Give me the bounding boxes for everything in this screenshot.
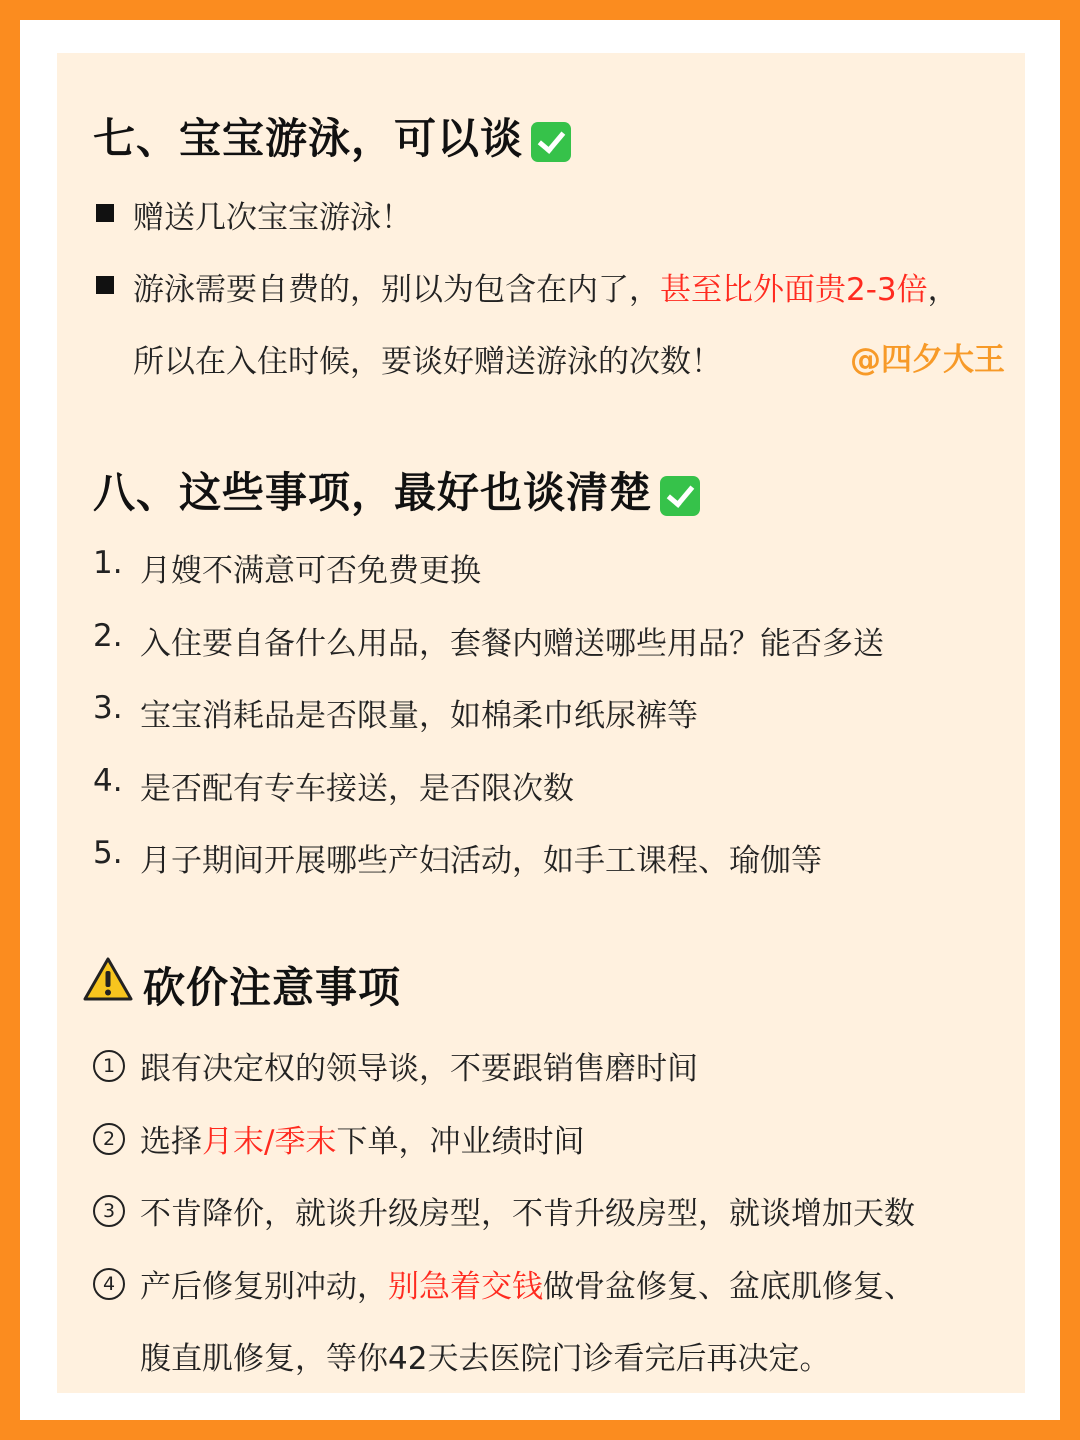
- section8-title: 八、这些事项，最好也谈清楚: [93, 468, 653, 517]
- list-item-number: 5.: [93, 835, 123, 871]
- section7-heading: [93, 106, 571, 166]
- check-mark-button-icon: [531, 122, 571, 162]
- list-item-number: 3.: [93, 690, 123, 726]
- circled-number: 3: [93, 1195, 125, 1227]
- section7-title: 七、宝宝游泳，可以谈: [93, 114, 524, 163]
- list-item-highlight: 月末/季末: [202, 1124, 337, 1160]
- author-watermark: @四夕大王: [850, 342, 1005, 378]
- list-item: 月子期间开展哪些产妇活动，如手工课程、瑜伽等: [140, 843, 822, 879]
- list-item-line2: 腹直肌修复，等你42天去医院门诊看完后再决定。: [140, 1341, 831, 1377]
- list-item: 跟有决定权的领导谈，不要跟销售磨时间: [140, 1051, 698, 1087]
- list-item-highlight: 别急着交钱: [388, 1269, 543, 1305]
- section9-title: 砍价注意事项: [143, 963, 402, 1012]
- list-item-number: 4.: [93, 763, 123, 799]
- section7-item-2-text: 游泳需要自费的，别以为包含在内了，: [133, 272, 660, 308]
- section7-item-2: [133, 264, 959, 309]
- list-item: [140, 1116, 584, 1161]
- list-item-number: 2.: [93, 618, 123, 654]
- warning-sign-icon: [83, 957, 133, 1001]
- list-item: 不肯降价，就谈升级房型，不肯升级房型，就谈增加天数: [140, 1196, 915, 1232]
- list-item-number: 1.: [93, 545, 123, 581]
- section7-item-1: 赠送几次宝宝游泳！: [133, 200, 412, 236]
- list-item: 宝宝消耗品是否限量，如棉柔巾纸尿裤等: [140, 698, 698, 734]
- list-item-text: 选择: [140, 1124, 202, 1160]
- section7-item-2-line2: 所以在入住时候，要谈好赠送游泳的次数！: [133, 344, 722, 380]
- section7-item-2-highlight: 甚至比外面贵2-3倍: [660, 272, 928, 308]
- list-item-text: 产后修复别冲动，: [140, 1269, 388, 1305]
- circled-number: 1: [93, 1050, 125, 1082]
- black-square-bullet-icon: [96, 204, 114, 222]
- list-item: 是否配有专车接送，是否限次数: [140, 771, 574, 807]
- section8-heading: [93, 460, 700, 520]
- check-mark-button-icon: [660, 476, 700, 516]
- circled-number: 4: [93, 1268, 125, 1300]
- list-item-tail: 做骨盆修复、盆底肌修复、: [543, 1269, 915, 1305]
- circled-number: 2: [93, 1123, 125, 1155]
- black-square-bullet-icon: [96, 276, 114, 294]
- section7-item-2-tail: ，: [927, 272, 959, 308]
- list-item-tail: 下单，冲业绩时间: [336, 1124, 585, 1160]
- list-item: 月嫂不满意可否免费更换: [140, 553, 481, 589]
- list-item: 入住要自备什么用品，套餐内赠送哪些用品？能否多送: [140, 626, 884, 662]
- list-item: [140, 1261, 915, 1306]
